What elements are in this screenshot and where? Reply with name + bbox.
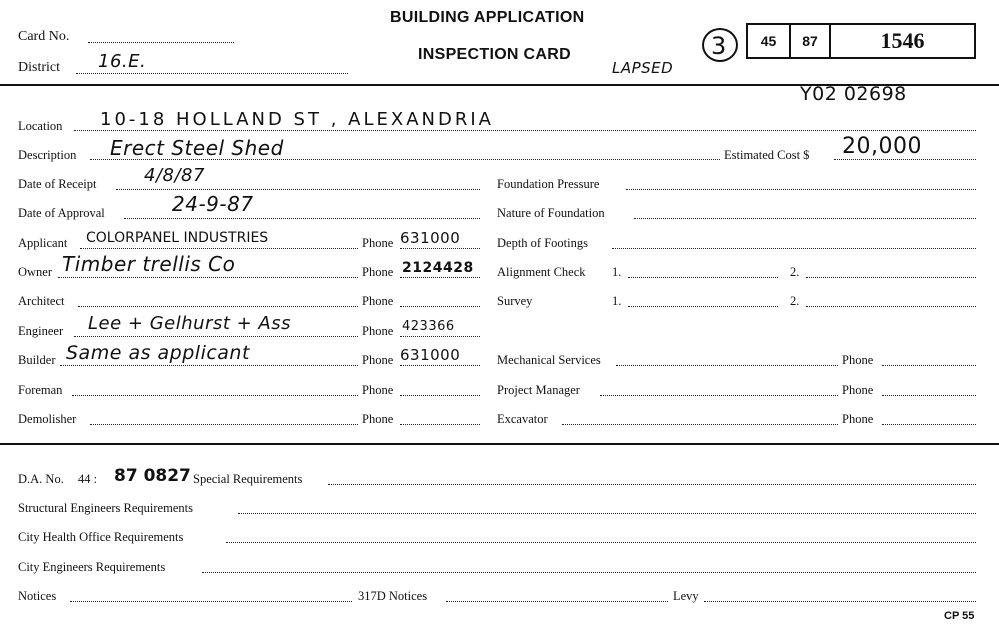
foundation-pressure-label: Foundation Pressure: [497, 177, 600, 191]
special-label: Special Requirements: [193, 472, 303, 486]
estimated-cost-field[interactable]: [834, 159, 976, 160]
box-b: 87: [802, 33, 818, 49]
engineer-value: Lee + Gelhurst + Ass: [88, 313, 291, 334]
applicant-field[interactable]: [80, 248, 358, 249]
lapsed-note: LAPSED: [612, 59, 674, 77]
project-manager-phone-label: Phone: [842, 383, 874, 397]
card-no-label: Card No.: [18, 29, 70, 44]
receipt-field[interactable]: [116, 189, 480, 190]
notices-317-label: 317D Notices: [358, 589, 428, 603]
owner-phone-value: 2124428: [402, 260, 474, 276]
approval-label: Date of Approval: [18, 206, 105, 220]
nature-foundation-field[interactable]: [634, 218, 976, 219]
builder-field[interactable]: [60, 365, 358, 366]
architect-label: Architect: [18, 294, 65, 308]
levy-label: Levy: [673, 589, 699, 603]
applicant-phone-field[interactable]: [400, 248, 480, 249]
builder-phone-value: 631000: [400, 346, 461, 364]
project-manager-field[interactable]: [600, 395, 838, 396]
demolisher-phone-field[interactable]: [400, 424, 480, 425]
location-value: 10-18 HOLLAND ST , ALEXANDRIA: [100, 109, 494, 130]
engineer-field[interactable]: [74, 336, 358, 337]
alignment-1-field[interactable]: [628, 277, 778, 278]
architect-phone-label: Phone: [362, 294, 394, 308]
project-manager-phone-field[interactable]: [882, 395, 976, 396]
levy-field[interactable]: [704, 601, 976, 602]
mechanical-phone-label: Phone: [842, 353, 874, 367]
approval-value: 24-9-87: [172, 192, 254, 216]
survey-1-label: 1.: [612, 294, 622, 308]
city-eng-field[interactable]: [202, 572, 976, 573]
alignment-2-label: 2.: [790, 265, 800, 279]
title-line2: INSPECTION CARD: [418, 46, 571, 63]
box-a: 45: [760, 33, 777, 49]
engineer-phone-value: 423366: [402, 319, 455, 334]
description-value: Erect Steel Shed: [110, 136, 284, 160]
survey-2-field[interactable]: [806, 306, 976, 307]
estimated-cost-value: 20,000: [842, 134, 922, 159]
alignment-check-label: Alignment Check: [497, 265, 586, 279]
nature-foundation-label: Nature of Foundation: [497, 206, 605, 220]
mechanical-phone-field[interactable]: [882, 365, 976, 366]
survey-label: Survey: [497, 294, 533, 308]
applicant-phone-value: 631000: [400, 229, 461, 247]
district-value: 16.E.: [98, 51, 147, 72]
survey-2-label: 2.: [790, 294, 800, 308]
notices-field[interactable]: [70, 601, 352, 602]
owner-field[interactable]: [58, 277, 358, 278]
circled-number: [702, 28, 738, 62]
district-field[interactable]: [76, 73, 348, 74]
city-eng-label: City Engineers Requirements: [18, 560, 166, 574]
builder-label: Builder: [18, 353, 56, 367]
health-label: City Health Office Requirements: [18, 530, 184, 544]
mechanical-field[interactable]: [616, 365, 838, 366]
card-number: 1546: [880, 28, 925, 53]
builder-value: Same as applicant: [66, 342, 250, 364]
circled-number-text: 3: [711, 32, 727, 60]
applicant-phone-label: Phone: [362, 236, 394, 250]
da-prefix: 44 :: [78, 472, 98, 486]
applicant-label: Applicant: [18, 236, 68, 250]
architect-phone-field[interactable]: [400, 306, 480, 307]
foreman-label: Foreman: [18, 383, 63, 397]
alignment-2-field[interactable]: [806, 277, 976, 278]
approval-field[interactable]: [124, 218, 480, 219]
notices-317-field[interactable]: [446, 601, 668, 602]
foundation-pressure-field[interactable]: [626, 189, 976, 190]
form-code: CP 55: [944, 610, 975, 622]
description-label: Description: [18, 148, 77, 162]
foreman-phone-label: Phone: [362, 383, 394, 397]
da-value: 87 0827: [114, 466, 191, 486]
architect-field[interactable]: [78, 306, 358, 307]
builder-phone-field[interactable]: [400, 365, 480, 366]
location-label: Location: [18, 119, 63, 133]
engineer-label: Engineer: [18, 324, 64, 338]
notices-label: Notices: [18, 589, 57, 603]
title-line1: BUILDING APPLICATION: [390, 9, 585, 26]
depth-footings-label: Depth of Footings: [497, 236, 588, 250]
demolisher-label: Demolisher: [18, 412, 77, 426]
estimated-cost-label: Estimated Cost $: [724, 148, 810, 162]
excavator-label: Excavator: [497, 412, 548, 426]
card-no-field[interactable]: [88, 42, 234, 43]
owner-label: Owner: [18, 265, 53, 279]
foreman-phone-field[interactable]: [400, 395, 480, 396]
builder-phone-label: Phone: [362, 353, 394, 367]
special-field[interactable]: [328, 484, 976, 485]
project-manager-label: Project Manager: [497, 383, 580, 397]
survey-1-field[interactable]: [628, 306, 778, 307]
receipt-value: 4/8/87: [144, 165, 205, 186]
demolisher-phone-label: Phone: [362, 412, 394, 426]
applicant-value: COLORPANEL INDUSTRIES: [86, 230, 269, 246]
excavator-phone-field[interactable]: [882, 424, 976, 425]
footer-divider: [0, 443, 999, 445]
owner-phone-label: Phone: [362, 265, 394, 279]
structural-label: Structural Engineers Requirements: [18, 501, 193, 515]
receipt-label: Date of Receipt: [18, 177, 97, 191]
demolisher-field[interactable]: [90, 424, 358, 425]
engineer-phone-label: Phone: [362, 324, 394, 338]
excavator-field[interactable]: [562, 424, 838, 425]
foreman-field[interactable]: [72, 395, 358, 396]
alignment-1-label: 1.: [612, 265, 622, 279]
da-label: D.A. No.: [18, 472, 64, 486]
location-field[interactable]: [74, 130, 976, 131]
ref-number: Y02 02698: [800, 83, 907, 105]
district-label: District: [18, 60, 60, 75]
excavator-phone-label: Phone: [842, 412, 874, 426]
depth-footings-field[interactable]: [612, 248, 976, 249]
mechanical-label: Mechanical Services: [497, 353, 601, 367]
structural-field[interactable]: [238, 513, 976, 514]
owner-value: Timber trellis Co: [62, 252, 236, 276]
health-field[interactable]: [226, 542, 976, 543]
